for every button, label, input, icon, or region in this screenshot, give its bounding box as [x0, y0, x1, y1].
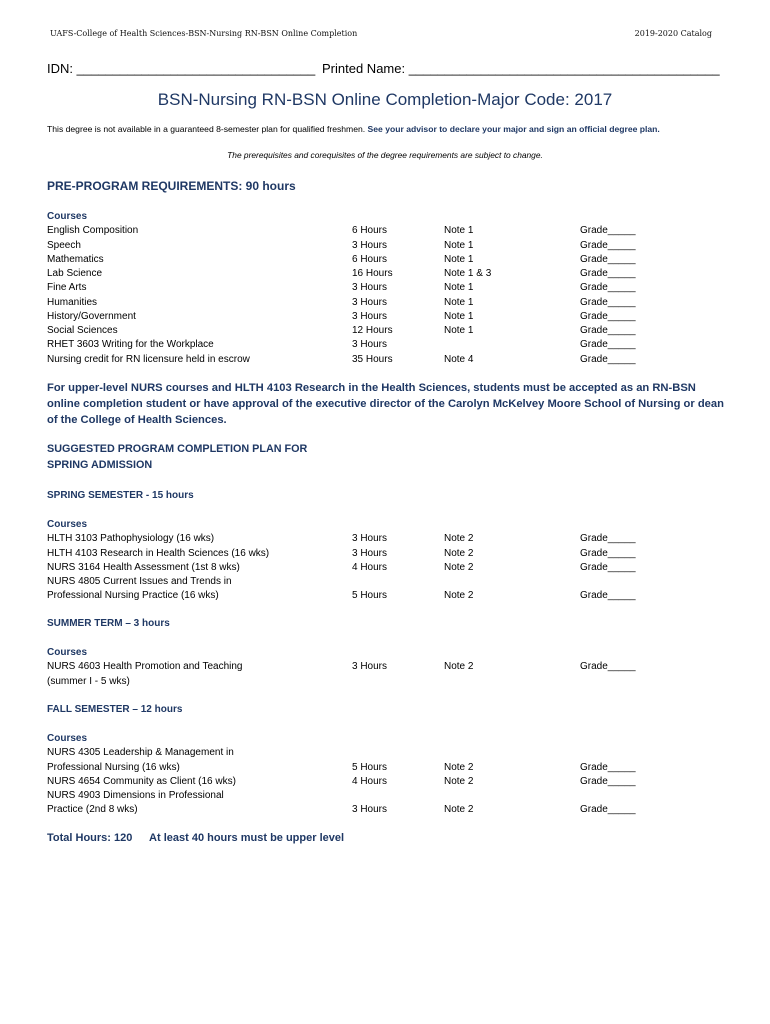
course-row — [47, 589, 680, 603]
course-name: English Composition — [47, 225, 139, 237]
course-hours: 6 Hours — [352, 225, 388, 237]
course-hours — [352, 575, 444, 589]
course-name: Practice (2nd 8 wks) — [47, 804, 138, 816]
course-name: NURS 4654 Community as Client (16 wks) — [47, 775, 236, 787]
course-name: Fine Arts — [47, 282, 87, 294]
header-program: UAFS-College of Health Sciences-BSN-Nursing RN-BSN Online Completion — [50, 29, 358, 38]
course-name: (summer I - 5 wks) — [47, 675, 130, 687]
course-name: NURS 4305 Leadership & Management in — [47, 747, 234, 759]
course-hours: 35 Hours — [352, 353, 393, 365]
upper-level-requirement: For upper-level NURS courses and HLTH 4103 Research in the Health Sciences, students must be accepted as an RN-BSN online completion student or have approval of the executive director of the Carolyn McKelvey Moore School of Nursing or dean of the College of Health Sciences. — [47, 382, 724, 426]
course-note: Note 2 — [444, 547, 474, 559]
courses-caption: Courses — [47, 519, 88, 530]
grade-blank: Grade_____ — [580, 339, 636, 351]
course-name: NURS 4805 Current Issues and Trends in — [47, 576, 232, 587]
course-hours — [352, 789, 444, 803]
course-note: Note 1 — [444, 282, 474, 294]
course-note: Note 1 — [444, 239, 474, 251]
upper-level-minimum: At least 40 hours must be upper level — [149, 832, 345, 844]
course-hours: 5 Hours — [352, 590, 388, 602]
course-hours: 3 Hours — [352, 239, 388, 251]
course-note: Note 2 — [444, 761, 474, 773]
grade-blank — [580, 675, 680, 689]
course-name: Professional Nursing (16 wks) — [47, 761, 180, 773]
grade-blank: Grade_____ — [580, 325, 636, 336]
intro-statement: This degree is not available in a guaranteed 8-semester plan for qualified freshmen. — [47, 124, 366, 134]
course-note: Note 4 — [444, 353, 474, 365]
course-name: Social Sciences — [47, 325, 118, 336]
course-note — [444, 575, 580, 589]
grade-blank: Grade_____ — [580, 239, 636, 251]
grade-blank: Grade_____ — [580, 804, 636, 816]
spring-block — [47, 518, 680, 604]
grade-blank: Grade_____ — [580, 561, 636, 573]
course-note: Note 2 — [444, 561, 474, 573]
course-row — [47, 803, 680, 817]
grade-blank — [580, 746, 680, 760]
fall-table — [47, 746, 680, 817]
course-row — [47, 338, 680, 352]
course-hours: 4 Hours — [352, 775, 388, 787]
header-catalog-year: 2019-2020 Catalog — [634, 29, 712, 38]
course-row — [47, 310, 680, 324]
total-hours: Total Hours: 120 — [47, 832, 133, 844]
course-note: Note 2 — [444, 533, 474, 545]
summer-table — [47, 660, 680, 689]
grade-blank: Grade_____ — [580, 761, 636, 773]
pre-program-table — [47, 224, 680, 367]
course-row — [47, 761, 680, 775]
course-name: Nursing credit for RN licensure held in escrow — [47, 353, 250, 365]
grade-blank: Grade_____ — [580, 353, 636, 365]
course-name: NURS 3164 Health Assessment (1st 8 wks) — [47, 561, 240, 573]
course-hours: 3 Hours — [352, 804, 388, 816]
course-row — [47, 789, 680, 803]
course-row — [47, 281, 680, 295]
grade-blank: Grade_____ — [580, 310, 636, 322]
course-row — [47, 324, 680, 338]
course-note: Note 1 — [444, 325, 474, 336]
course-row — [47, 746, 680, 760]
grade-blank: Grade_____ — [580, 775, 636, 787]
courses-caption: Courses — [47, 647, 88, 658]
grade-blank: Grade_____ — [580, 253, 636, 265]
course-note — [444, 675, 580, 689]
course-hours: 3 Hours — [352, 310, 388, 322]
page-title: BSN-Nursing RN-BSN Online Completion-Major Code: 2017 — [157, 90, 613, 109]
grade-blank — [580, 789, 680, 803]
course-row — [47, 239, 680, 253]
grade-blank: Grade_____ — [580, 296, 636, 308]
course-note: Note 1 & 3 — [444, 268, 492, 279]
course-note — [444, 789, 580, 803]
course-row — [47, 775, 680, 789]
courses-caption: Courses — [47, 733, 88, 744]
course-note: Note 2 — [444, 804, 474, 816]
course-row — [47, 660, 680, 674]
printed-name-field: Printed Name: ___________________________________________ — [322, 61, 720, 76]
grade-blank — [580, 575, 680, 589]
course-hours: 3 Hours — [352, 282, 388, 294]
course-note: Note 1 — [444, 225, 474, 237]
course-note: Note 1 — [444, 296, 474, 308]
course-hours: 3 Hours — [352, 661, 388, 673]
grade-blank: Grade_____ — [580, 282, 636, 294]
grade-blank: Grade_____ — [580, 661, 636, 673]
course-note — [444, 746, 580, 760]
course-row — [47, 575, 680, 589]
course-hours — [352, 746, 444, 760]
grade-blank: Grade_____ — [580, 547, 636, 559]
course-note: Note 1 — [444, 310, 474, 322]
course-row — [47, 267, 680, 281]
course-row — [47, 532, 680, 546]
pre-program-block — [47, 210, 680, 367]
course-row — [47, 561, 680, 575]
spring-heading: SPRING SEMESTER - 15 hours — [47, 490, 194, 501]
course-name: HLTH 3103 Pathophysiology (16 wks) — [47, 533, 215, 545]
grade-blank: Grade_____ — [580, 590, 636, 602]
course-name: Lab Science — [47, 268, 103, 279]
summer-heading: SUMMER TERM – 3 hours — [47, 618, 170, 629]
course-name: HLTH 4103 Research in Health Sciences (16 wks) — [47, 547, 270, 559]
course-row — [47, 675, 680, 689]
course-name: Mathematics — [47, 253, 104, 265]
grade-blank: Grade_____ — [580, 268, 636, 279]
course-hours: 3 Hours — [352, 547, 388, 559]
course-note: Note 1 — [444, 253, 474, 265]
course-hours: 4 Hours — [352, 561, 388, 573]
completion-plan-title-line1: SUGGESTED PROGRAM COMPLETION PLAN FOR — [47, 443, 308, 455]
totals-line — [47, 832, 358, 844]
course-note: Note 2 — [444, 590, 474, 602]
course-hours: 3 Hours — [352, 296, 388, 308]
spring-table — [47, 532, 680, 603]
idn-field: IDN: _________________________________ — [47, 61, 316, 76]
completion-plan-title-line2: SPRING ADMISSION — [47, 458, 153, 471]
fall-block — [47, 732, 680, 818]
fall-heading: FALL SEMESTER – 12 hours — [47, 704, 183, 715]
course-name: History/Government — [47, 310, 136, 322]
course-row — [47, 224, 680, 238]
course-note — [444, 338, 580, 352]
course-hours: 12 Hours — [352, 325, 393, 336]
course-row — [47, 296, 680, 310]
course-note: Note 2 — [444, 661, 474, 673]
course-name: Speech — [47, 239, 81, 251]
intro-text — [47, 124, 660, 134]
course-name: RHET 3603 Writing for the Workplace — [47, 339, 214, 351]
course-hours: 5 Hours — [352, 761, 388, 773]
courses-caption: Courses — [47, 211, 88, 222]
subject-to-change-note: The prerequisites and corequisites of the degree requirements are subject to change. — [227, 150, 543, 160]
pre-program-heading: PRE-PROGRAM REQUIREMENTS: 90 hours — [47, 179, 296, 193]
grade-blank: Grade_____ — [580, 225, 636, 237]
course-hours: 16 Hours — [352, 268, 393, 279]
course-name: NURS 4603 Health Promotion and Teaching — [47, 661, 243, 673]
course-hours: 3 Hours — [352, 339, 388, 351]
course-row — [47, 353, 680, 367]
completion-plan-title — [47, 442, 307, 473]
course-row — [47, 253, 680, 267]
course-note: Note 2 — [444, 775, 474, 787]
grade-blank: Grade_____ — [580, 533, 636, 545]
course-hours: 3 Hours — [352, 533, 388, 545]
course-row — [47, 547, 680, 561]
course-name: Professional Nursing Practice (16 wks) — [47, 590, 219, 602]
course-hours — [352, 675, 444, 689]
advisor-instruction: See your advisor to declare your major and sign an official degree plan. — [367, 124, 660, 134]
course-name: NURS 4903 Dimensions in Professional — [47, 790, 224, 801]
course-hours: 6 Hours — [352, 253, 388, 265]
summer-block — [47, 646, 680, 689]
course-name: Humanities — [47, 296, 98, 308]
